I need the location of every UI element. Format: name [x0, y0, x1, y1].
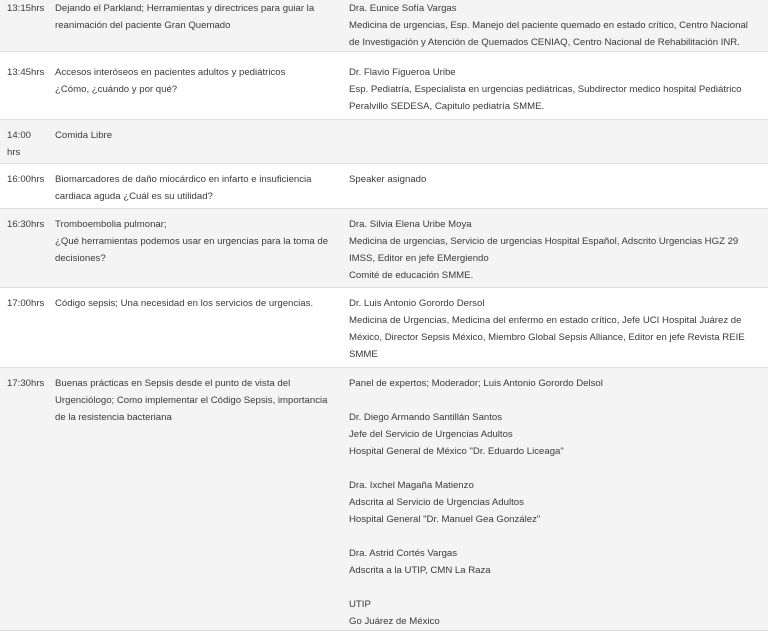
speaker-detail: Esp. Pediatría, Especialista en urgencias pediátricas, Subdirector medico hospital Pediátrico: [349, 84, 742, 95]
speaker-detail: SMME: [349, 349, 378, 360]
speaker-name: Dra. Silvia Elena Uribe Moya: [349, 219, 472, 230]
topic-line: ¿Cómo, ¿cuándo y por qué?: [55, 84, 178, 95]
speaker-detail: Hospital General de México "Dr. Eduardo Liceaga": [349, 446, 564, 457]
speaker-name: Dra. Eunice Sofía Vargas: [349, 3, 457, 14]
schedule-row: [0, 209, 768, 288]
time-text: hrs: [7, 147, 21, 158]
topic-line: reanimación del paciente Gran Quemado: [55, 20, 231, 31]
speaker-name: Panel de expertos; Moderador; Luis Antonio Gorordo Delsol: [349, 378, 603, 389]
speaker-name: Dr. Luis Antonio Gorordo Dersol: [349, 298, 485, 309]
spacer: [349, 460, 764, 477]
schedule-row: [0, 52, 768, 120]
time-cell: [0, 288, 55, 368]
spacer: [349, 579, 764, 596]
topic-line: Accesos interóseos en pacientes adultos y pediátricos: [55, 67, 286, 78]
time-cell: [0, 164, 55, 209]
speaker-detail: Hospital General "Dr. Manuel Gea González": [349, 514, 541, 525]
speaker-detail: Peralvillo SEDESA, Capitulo pediatría SMME.: [349, 101, 545, 112]
speaker-cell: [349, 52, 768, 120]
speaker-detail: Jefe del Servicio de Urgencias Adultos: [349, 429, 513, 440]
speaker-name: Dr. Flavio Figueroa Uribe: [349, 67, 456, 78]
schedule-row: [0, 288, 768, 368]
speaker-detail: Go Juárez de México: [349, 616, 440, 627]
speaker-detail: Medicina de urgencias, Esp. Manejo del paciente quemado en estado crítico, Centro Nacional: [349, 20, 748, 31]
time-cell: [0, 0, 55, 52]
topic-cell: [55, 120, 349, 164]
topic-line: Biomarcadores de daño miocárdico en infarto e insuficiencia: [55, 174, 312, 185]
time-cell: [0, 52, 55, 120]
topic-line: Comida Libre: [55, 130, 113, 141]
speaker-cell: [349, 368, 768, 631]
speaker-detail: IMSS, Editor en jefe EMergiendo: [349, 253, 489, 264]
time-text: 17:00hrs: [7, 298, 45, 309]
topic-cell: [55, 288, 349, 368]
speaker-name: Dra. Ixchel Magaña Matienzo: [349, 480, 474, 491]
speaker-cell: [349, 209, 768, 288]
time-text: 16:00hrs: [7, 174, 45, 185]
speaker-detail: Adscrita al Servicio de Urgencias Adultos: [349, 497, 524, 508]
topic-cell: [55, 52, 349, 120]
time-text: 16:30hrs: [7, 219, 45, 230]
topic-cell: [55, 0, 349, 52]
schedule-row: [0, 120, 768, 164]
topic-cell: [55, 368, 349, 631]
time-text: 13:45hrs: [7, 67, 45, 78]
topic-line: Dejando el Parkland; Herramientas y directrices para guiar la: [55, 3, 315, 14]
speaker-cell: [349, 288, 768, 368]
speaker-cell: [349, 120, 768, 164]
speaker-detail: Medicina de Urgencias, Medicina del enfermo en estado crítico, Jefe UCI Hospital Juárez de: [349, 315, 742, 326]
time-cell: [0, 368, 55, 631]
speaker-name: Speaker asignado: [349, 174, 427, 185]
topic-line: Tromboembolia pulmonar;: [55, 219, 167, 230]
topic-line: cardiaca aguda ¿Cuál es su utilidad?: [55, 191, 213, 202]
speaker-detail: de Investigación y Atención de Quemados CENIAQ, Centro Nacional de Rehabilitación INR.: [349, 37, 740, 48]
speaker-detail: Medicina de urgencias, Servicio de urgencias Hospital Español, Adscrito Urgencias HGZ 29: [349, 236, 739, 247]
schedule-row: [0, 0, 768, 52]
speaker-name: Dr. Diego Armando Santillán Santos: [349, 412, 503, 423]
time-text: 13:15hrs: [7, 3, 45, 14]
speaker-detail: Comité de educación SMME.: [349, 270, 474, 281]
time-text: 14:00: [7, 130, 32, 141]
spacer: [349, 392, 764, 409]
topic-line: de la resistencia bacteriana: [55, 412, 172, 423]
time-text: 17:30hrs: [7, 378, 45, 389]
topic-line: Buenas prácticas en Sepsis desde el punto de vista del: [55, 378, 291, 389]
topic-line: Código sepsis; Una necesidad en los servicios de urgencias.: [55, 298, 314, 309]
topic-line: decisiones?: [55, 253, 106, 264]
schedule-row: [0, 368, 768, 631]
time-cell: [0, 209, 55, 288]
spacer: [349, 528, 764, 545]
topic-cell: [55, 209, 349, 288]
speaker-detail: México, Director Sepsis México, Miembro Global Sepsis Alliance, Editor en jefe Revista REIE: [349, 332, 745, 343]
topic-cell: [55, 164, 349, 209]
schedule-row: [0, 164, 768, 209]
speaker-detail: Adscrita a la UTIP, CMN La Raza: [349, 565, 491, 576]
speaker-name: Dra. Astrid Cortés Vargas: [349, 548, 458, 559]
topic-line: Urgenciólogo; Como implementar el Código Sepsis, importancia: [55, 395, 328, 406]
speaker-name: UTIP: [349, 599, 371, 610]
speaker-cell: [349, 164, 768, 209]
speaker-cell: [349, 0, 768, 52]
topic-line: ¿Qué herramientas podemos usar en urgencias para la toma de: [55, 236, 329, 247]
time-cell: [0, 120, 55, 164]
